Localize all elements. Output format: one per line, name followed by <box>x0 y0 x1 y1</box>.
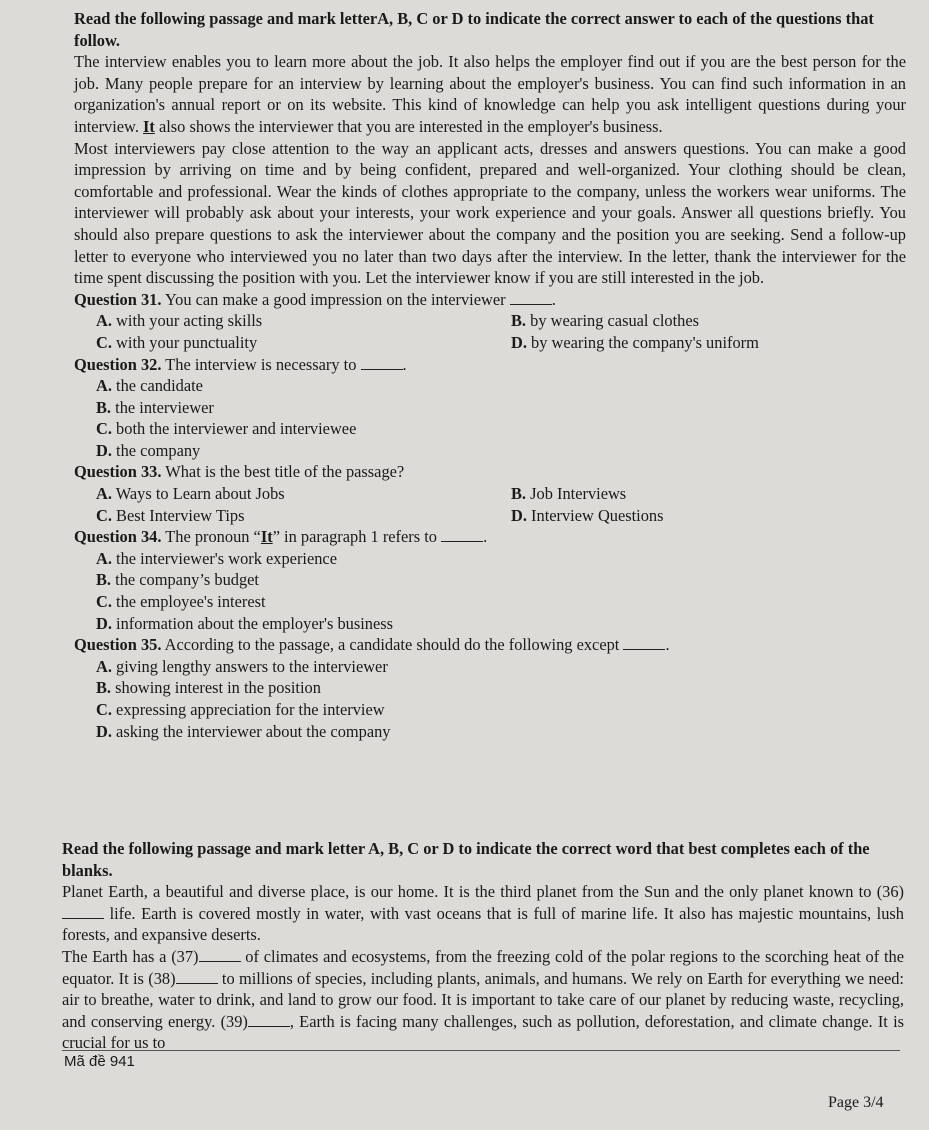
footer-divider <box>62 1050 900 1051</box>
option-b: B. by wearing casual clothes <box>511 311 699 331</box>
answer-blank <box>510 292 552 305</box>
exam-code: Mã đề 941 <box>64 1053 135 1070</box>
option-b: B. Job Interviews <box>511 484 627 504</box>
reading-section-2 <box>62 838 904 1054</box>
cloze-paragraph-2: The Earth has a (37) of climates and ecosystems, from the freezing cold of the polar regions to the scorching heat of the equator. It is (38) to millions of species, including plants, animals, and humans. We rely on Earth for everything we need: air to breathe, water to drink, and land to grow our food. It is important to take care of our planet by reducing waste, recycling, and conserving energy. (39) , Earth is facing many challenges, such as pollution, deforestation, and climate change. It is crucial for us to <box>62 946 905 1053</box>
cloze-paragraph-1: Planet Earth, a beautiful and diverse place, is our home. It is the third planet from the Sun and the only planet known to (36) life. Earth is covered mostly in water, with vast oceans that is full of marine life. It also has majestic mountains, lush forests, and expansive deserts. <box>62 882 904 945</box>
blank-39: (39) <box>220 1011 248 1031</box>
section1-instruction: Read the following passage and mark letterA, B, C or D to indicate the correct answer to each of the questions that follow. <box>74 9 874 50</box>
option-a: A. with your acting skills <box>96 311 263 331</box>
option-b: B. showing interest in the position <box>96 678 321 698</box>
question-34: Question 34. The pronoun “It” in paragraph 1 refers to . <box>74 527 488 547</box>
option-c: C. expressing appreciation for the interview <box>96 700 385 719</box>
option-d: D. by wearing the company's uniform <box>511 332 759 352</box>
option-d: D. information about the employer's business <box>96 613 394 633</box>
option-d: D. the company <box>96 440 201 460</box>
options-33 <box>96 483 906 526</box>
option-d: D. asking the interviewer about the company <box>96 721 391 741</box>
option-c: C. the employee's interest <box>96 592 266 612</box>
options-34 <box>96 548 906 634</box>
option-c: C. with your punctuality <box>96 332 258 352</box>
option-d: D. Interview Questions <box>511 505 664 525</box>
options-32 <box>96 375 906 461</box>
answer-blank <box>623 637 665 650</box>
answer-blank <box>441 529 483 542</box>
blank-36: (36) <box>876 882 904 902</box>
options-35 <box>96 656 906 742</box>
blank-38: (38) <box>148 968 176 988</box>
blank-37: (37) <box>171 946 199 966</box>
passage-paragraph-2: Most interviewers pay close attention to the way an applicant acts, dresses and answers questions. You can make a good impression by arriving on time and by being confident, prepared and well-organized. Your clothing should be clean, comfortable and professional. Wear the kinds of clothes appropriate to the company, unless the workers wear uniforms. The interviewer will probably ask about your interests, your work experience and your goals. Answer all questions briefly. You should also prepare questions to ask the interviewer about the company and the position you are seeking. Send a follow-up letter to everyone who interviewed you no later than two days after the interview. In the letter, thank the interviewer for the time spent discussing the position with you. Let the interviewer know if you are still interested in the job. <box>74 138 906 288</box>
answer-blank <box>361 357 403 370</box>
options-31 <box>96 310 906 353</box>
passage-paragraph-1: The interview enables you to learn more about the job. It also helps the employer find out if you are the best person for the job. Many people prepare for an interview by learning about the employer's business. You can find such information in an organization's annual report or on its website. This kind of knowledge can help you ask intelligent questions during your interview. It also shows the interviewer that you are interested in the employer's business. <box>74 52 906 136</box>
section2-instruction: Read the following passage and mark letter A, B, C or D to indicate the correct word that best completes each of the blanks. <box>62 839 870 880</box>
question-35: Question 35. According to the passage, a candidate should do the following except . <box>74 635 670 655</box>
option-a: A. the candidate <box>96 376 203 396</box>
option-b: B. the interviewer <box>96 397 214 417</box>
reading-section-1 <box>74 8 906 742</box>
option-a: A. Ways to Learn about Jobs <box>96 484 285 504</box>
question-33: Question 33. What is the best title of the passage? <box>74 462 405 482</box>
question-32: Question 32. The interview is necessary to . <box>74 354 407 374</box>
question-31: Question 31. You can make a good impression on the interviewer . <box>74 289 556 309</box>
option-c: C. Best Interview Tips <box>96 505 245 525</box>
pronoun-it: It <box>143 116 155 136</box>
option-a: A. the interviewer's work experience <box>96 548 337 568</box>
option-a: A. giving lengthy answers to the interviewer <box>96 656 388 676</box>
option-c: C. both the interviewer and interviewee <box>96 419 357 439</box>
option-b: B. the company’s budget <box>96 570 259 590</box>
page-number: Page 3/4 <box>828 1094 884 1111</box>
